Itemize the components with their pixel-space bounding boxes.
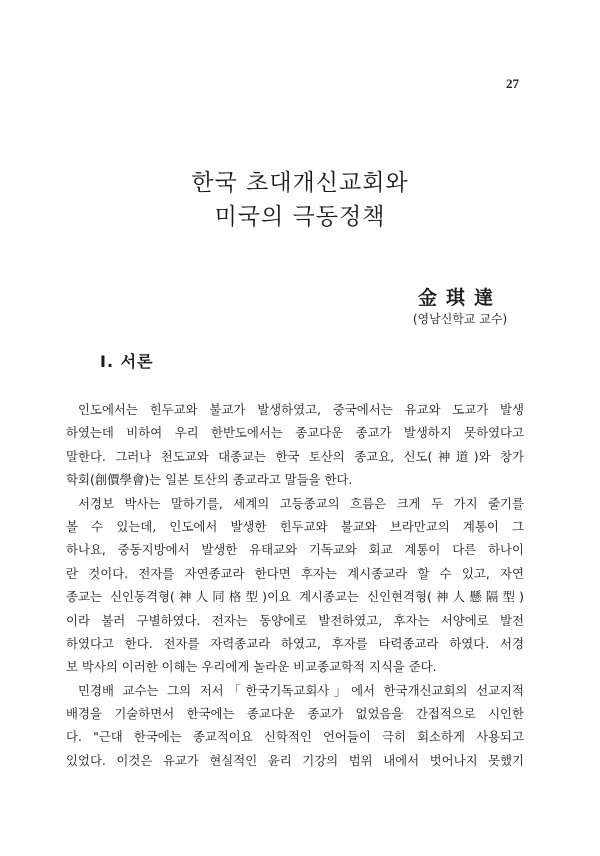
body-line: 민경배 교수는 그의 저서「한국기독교회사」에서 한국개신교회의 선교지적 xyxy=(78,682,524,698)
author-affiliation: (영남신학교 교수) xyxy=(412,312,508,326)
body-line: 하나요, 중동지방에서 발생한 유태교와 기독교와 회교 계통이 다른 하나이 xyxy=(66,542,524,558)
body-line: 다. "근대 한국에는 종교적이요 신학적인 언어들이 극히 회소하게 사용되고 xyxy=(66,729,524,745)
title-line-1: 한국 초대개신교회와 xyxy=(191,170,409,196)
body-line: 보 박사의 이러한 이해는 우리에게 놀라운 비교종교학적 지식을 준다. xyxy=(66,659,437,675)
body-line: 하였는데 비하여 우리 한반도에서는 종교다운 종교가 발생하지 못하였다고 xyxy=(66,425,524,441)
body-line: 하였다고 한다. 전자를 자력종교라 하였고, 후자를 타력종교라 하였다. 서경 xyxy=(66,635,524,651)
body-line: 배경을 기술하면서 한국에는 종교다운 종교가 없었음을 간접적으로 시인한 xyxy=(66,706,524,722)
article-title xyxy=(0,166,600,234)
body-line: 볼 수 있는데, 인도에서 발생한 힌두교와 불교와 브라만교의 계통이 그 xyxy=(66,518,524,534)
body-line: 종교는 신인동격형(神人同格型)이요 계시종교는 신인현격형(神人懸隔型) xyxy=(66,589,524,605)
body-line: 인도에서는 힌두교와 불교가 발생하였고, 중국에서는 유교와 도교가 발생 xyxy=(78,402,524,417)
body-line: 서경보 박사는 말하기를, 세계의 고등종교의 흐름은 크게 두 가지 줄기를 xyxy=(78,495,524,511)
author-name: 金琪達 xyxy=(417,287,502,309)
body-line: 이라 불러 구별하였다. 전자는 동양에로 발전하였고, 후자는 서양에로 발전 xyxy=(66,612,524,628)
section-heading: I. 서론 xyxy=(100,352,154,371)
body-line: 학회(創價學會)는 일본 토산의 종교라고 말들을 한다. xyxy=(66,472,353,488)
body-line: 란 것이다. 전자를 자연종교라 한다면 후자는 계시종교라 할 수 있고, 자연 xyxy=(66,565,524,581)
body-text xyxy=(66,398,524,772)
page-number: 27 xyxy=(506,76,519,91)
title-line-2: 미국의 극동정책 xyxy=(214,204,386,230)
body-line: 말한다. 그러나 천도교와 대종교는 한국 토산의 종교요, 신도(神道)와 창가 xyxy=(66,448,524,464)
body-line: 있었다. 이것은 유교가 현실적인 윤리 기강의 범위 내에서 벗어나지 못했기 xyxy=(66,752,524,768)
